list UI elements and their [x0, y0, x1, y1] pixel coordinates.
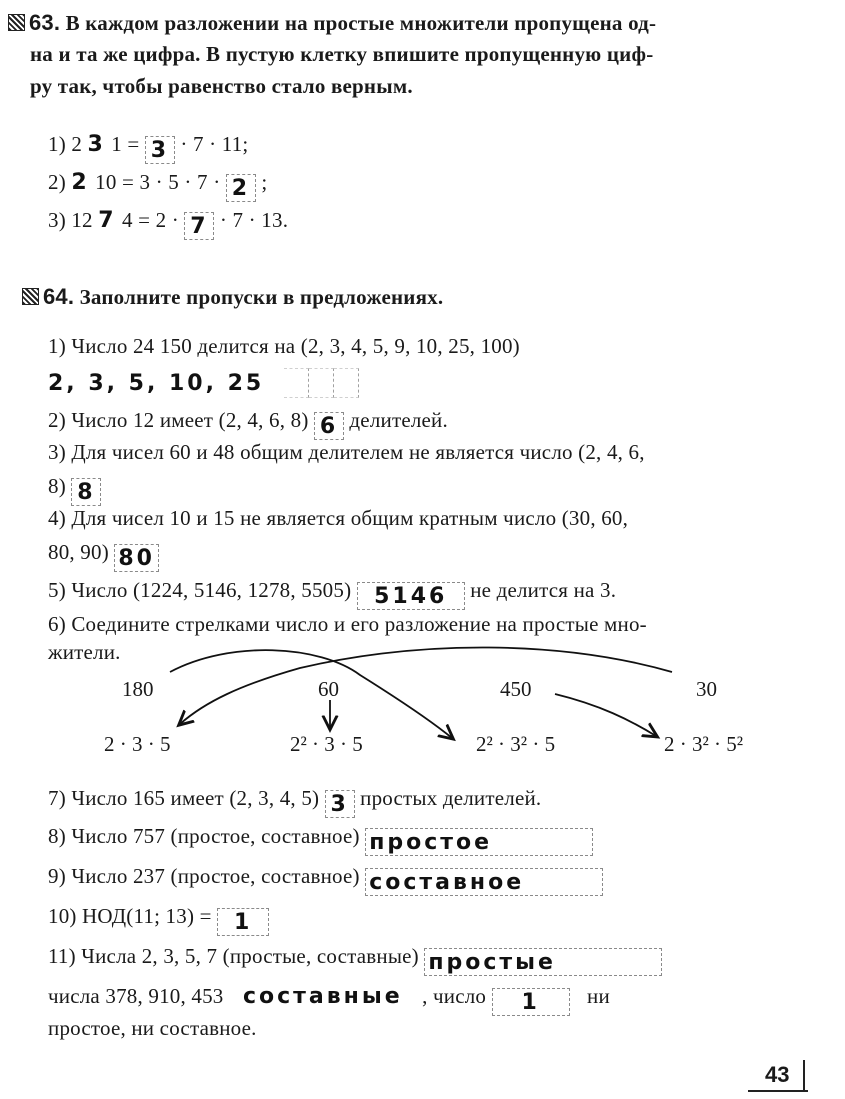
statement-8	[48, 824, 593, 856]
number-450: 450	[500, 677, 532, 701]
number-60: 60	[318, 677, 339, 701]
handwritten-digit: 7	[98, 208, 117, 233]
answer-cell[interactable]	[309, 368, 334, 398]
handwritten-answer[interactable]: составные	[242, 984, 403, 1009]
statement-4-line-1: 4) Для чисел 10 и 15 не является общим кратным число (30, 60,	[48, 506, 629, 530]
statement-6-line-1: 6) Соедините стрелками число и его разложение на простые мно-	[48, 612, 647, 636]
answer-box[interactable]	[314, 412, 344, 440]
statement-11-line-2	[48, 984, 610, 1016]
statement-7	[48, 786, 541, 818]
handwritten-answer: 80	[118, 546, 155, 571]
handwritten-answer: 6	[319, 414, 339, 439]
answer-cells[interactable]	[284, 368, 359, 398]
number-180: 180	[122, 677, 154, 701]
task-63-item-1	[48, 132, 248, 164]
answer-box[interactable]	[145, 136, 175, 164]
task-63-line-2: на и та же цифра. В пустую клетку впишите пропущенную циф-	[30, 42, 654, 66]
item-text: 3) 12	[48, 208, 93, 232]
statement-text: 80, 90)	[48, 540, 109, 564]
factorization-3: 2² · 3² · 5	[476, 732, 556, 756]
statement-text: делителей.	[349, 408, 448, 432]
statement-text: ни	[587, 984, 610, 1008]
handwritten-answer: простые	[428, 950, 556, 975]
statement-10	[48, 904, 269, 936]
arrow-30	[180, 647, 672, 724]
item-text: 10 = 3 · 5 · 7 ·	[95, 170, 221, 194]
statement-4-line-2	[48, 540, 159, 572]
answer-box[interactable]	[424, 948, 662, 976]
item-text: · 7 · 13.	[219, 208, 289, 232]
item-text: ;	[261, 170, 268, 194]
statement-text: 9) Число 237 (простое, составное)	[48, 864, 360, 888]
answer-box[interactable]	[365, 868, 603, 896]
task-63-line-1	[8, 10, 656, 36]
answer-box[interactable]	[325, 790, 355, 818]
statement-5	[48, 578, 616, 610]
handwritten-answer: 8	[77, 480, 96, 505]
page-number-tick	[803, 1060, 805, 1090]
statement-3-line-1: 3) Для чисел 60 и 48 общим делителем не является число (2, 4, 6,	[48, 440, 645, 464]
task-64-number: 64.	[43, 284, 75, 309]
item-text: 1 =	[111, 132, 140, 156]
answer-cell[interactable]	[284, 368, 309, 398]
statement-text: 2) Число 12 имеет (2, 4, 6, 8)	[48, 408, 309, 432]
page-number: 43	[765, 1062, 790, 1087]
answer-box[interactable]	[217, 908, 269, 936]
handwritten-answer: 5146	[374, 584, 448, 609]
statement-text: простых делителей.	[360, 786, 542, 810]
answer-box[interactable]	[492, 988, 570, 1016]
handwritten-digit: 2	[231, 176, 251, 201]
statement-text: , число	[422, 984, 487, 1008]
item-text: · 7 · 11;	[180, 132, 249, 156]
statement-3-line-2	[48, 474, 101, 506]
statement-6-line-2: жители.	[48, 640, 121, 664]
answer-cell[interactable]	[334, 368, 359, 398]
task-marker-icon	[22, 288, 39, 305]
number-30: 30	[696, 677, 717, 701]
handwritten-answer: 1	[233, 910, 253, 935]
handwritten-digit: 3	[150, 138, 170, 163]
answer-box[interactable]	[184, 212, 214, 240]
task-64-title-line	[22, 284, 443, 310]
statement-text: не делится на 3.	[470, 578, 617, 602]
answer-box[interactable]	[71, 478, 101, 506]
task-63-text-1: В каждом разложении на простые множители пропущена од-	[65, 11, 657, 35]
answer-box[interactable]	[114, 544, 159, 572]
task-marker-icon	[8, 14, 25, 31]
handwritten-digit: 7	[190, 214, 209, 239]
task-63-item-2	[48, 170, 267, 202]
answer-box[interactable]	[357, 582, 465, 610]
task-63-line-3: ру так, чтобы равенство стало верным.	[30, 74, 413, 98]
statement-text: числа 378, 910, 453	[48, 984, 224, 1008]
task-63-item-3	[48, 208, 288, 240]
item-text: 1) 2	[48, 132, 83, 156]
page-number-rule	[748, 1090, 808, 1092]
task-64-title: Заполните пропуски в предложениях.	[79, 285, 444, 309]
answer-box[interactable]	[226, 174, 256, 202]
statement-text: 11) Числа 2, 3, 5, 7 (простые, составные)	[48, 944, 419, 968]
handwritten-digit: 2	[71, 170, 90, 195]
statement-1-answer: 2, 3, 5, 10, 25	[48, 371, 265, 396]
statement-1-answer-row	[48, 368, 359, 398]
statement-text: 5) Число (1224, 5146, 1278, 5505)	[48, 578, 352, 602]
handwritten-answer: 1	[521, 990, 540, 1015]
statement-text: 8)	[48, 474, 66, 498]
statement-text: 8) Число 757 (простое, составное)	[48, 824, 360, 848]
task-63-number: 63.	[29, 10, 61, 35]
statement-text: 10) НОД(11; 13) =	[48, 904, 212, 928]
factorization-1: 2 · 3 · 5	[104, 732, 171, 756]
statement-1: 1) Число 24 150 делится на (2, 3, 4, 5, 9, 10, 25, 100)	[48, 334, 520, 358]
item-text: 4 = 2 ·	[121, 208, 179, 232]
answer-box[interactable]	[365, 828, 593, 856]
statement-11-line-1	[48, 944, 662, 976]
handwritten-digit: 3	[87, 132, 106, 157]
statement-text: 7) Число 165 имеет (2, 3, 4, 5)	[48, 786, 320, 810]
statement-9	[48, 864, 603, 896]
statement-2	[48, 408, 448, 440]
factorization-2: 2² · 3 · 5	[290, 732, 363, 756]
factorization-4: 2 · 3² · 5²	[664, 732, 744, 756]
handwritten-answer: простое	[369, 830, 493, 855]
handwritten-answer: составное	[369, 870, 525, 895]
arrow-450	[555, 694, 656, 736]
handwritten-answer: 3	[330, 792, 349, 817]
item-text: 2)	[48, 170, 66, 194]
statement-11-line-3: простое, ни составное.	[48, 1016, 257, 1040]
arrow-180	[170, 650, 452, 738]
